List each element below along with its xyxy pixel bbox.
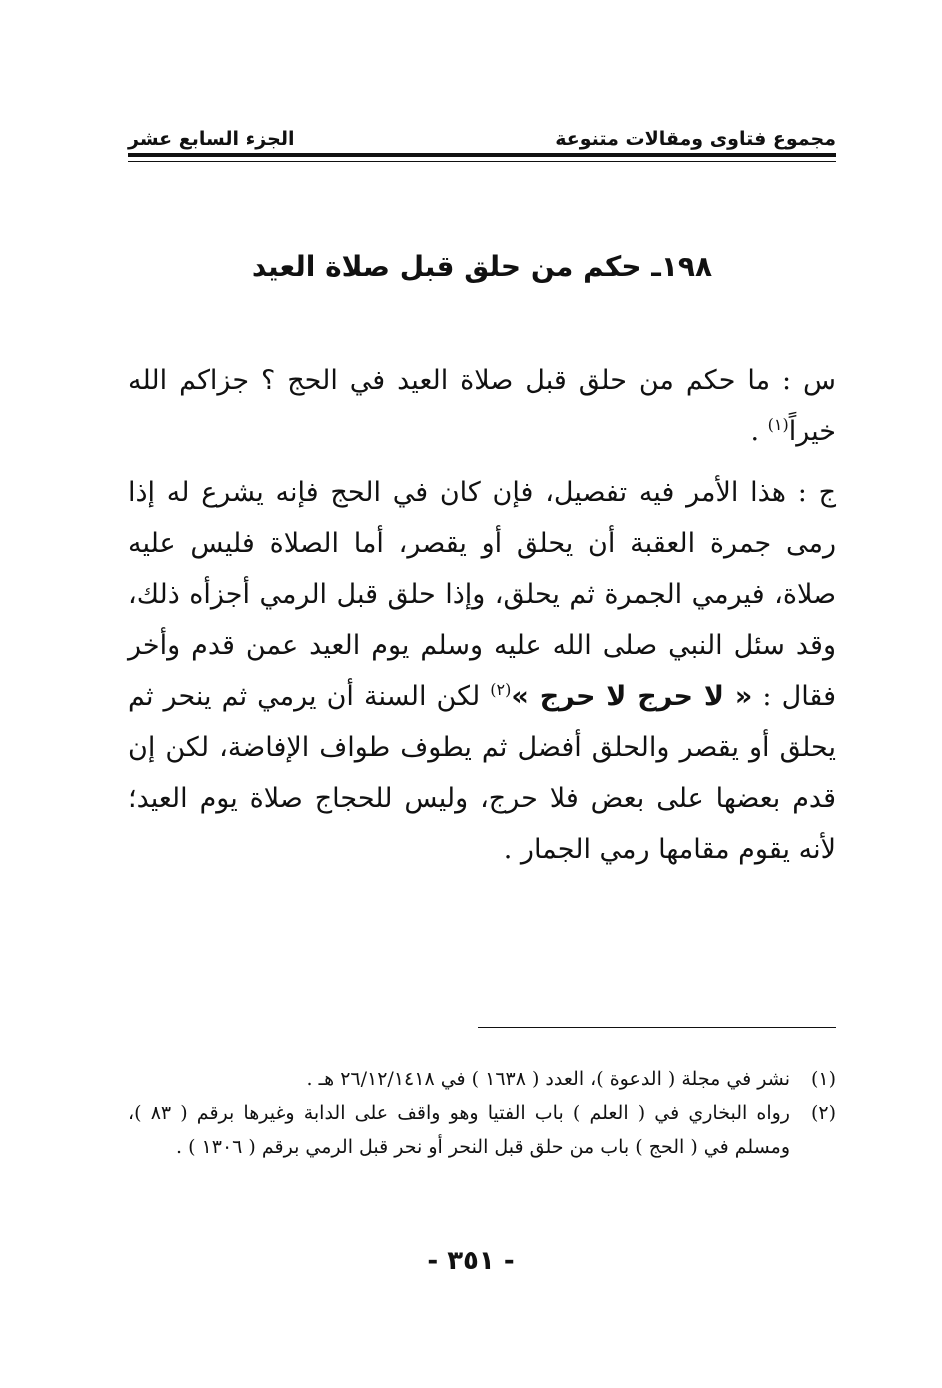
footnote-text: نشر في مجلة ( الدعوة )، العدد ( ١٦٣٨ ) في ٢٦/١٢/١٤١٨ هـ . (306, 1068, 790, 1090)
question-text: ما حكم من حلق قبل صلاة العيد في الحج ؟ جزاكم الله خيراً (128, 365, 836, 447)
body-text (128, 355, 836, 875)
footnote-ref-2: (٢) (490, 680, 512, 699)
footnote-item (128, 1062, 836, 1096)
footnote-item (128, 1096, 836, 1164)
footnote-number: (٢) (810, 1102, 836, 1124)
header-rule-thin (128, 161, 836, 162)
footnote-text: رواه البخاري في ( العلم ) باب الفتيا وهو واقف على الدابة وغيرها برقم ( ٨٣ )، ومسلم في ( الحج ) باب من حلق قبل النحر أو نحر قبل الرمي برقم ( ١٣٠٦ ) . (128, 1102, 790, 1158)
chapter-title: ١٩٨ـ حكم من حلق قبل صلاة العيد (251, 250, 713, 283)
answer-text-part2: لكن السنة أن يرمي ثم ينحر ثم يحلق أو يقصر والحلق أفضل ثم يطوف طواف الإفاضة، لكن إن قدم بعضها على بعض فلا حرج، وليس للحجاج صلاة يوم العيد؛ لأنه يقوم مقامها رمي الجمار . (128, 681, 836, 865)
running-head (128, 120, 836, 150)
question-prefix: س : (781, 365, 836, 396)
answer-text-part1: هذا الأمر فيه تفصيل، فإن كان في الحج فإنه يشرع له إذا رمى جمرة العقبة أن يحلق أو يقصر، أما الصلاة فليس عليه صلاة، فيرمي الجمرة ثم يحلق، وإذا حلق قبل الرمي أجزأه ذلك، وقد سئل النبي صلى الله عليه وسلم يوم العيد عمن قدم وأخر فقال : (128, 477, 836, 712)
footnote-ref-1: (١) (767, 415, 789, 434)
page-number: - ٣٥١ - (427, 1246, 515, 1276)
question-paragraph (128, 355, 836, 457)
hadith-quote: « لا حرج لا حرج » (511, 681, 753, 712)
footnote-separator (478, 1027, 836, 1028)
footnote-number: (١) (810, 1068, 836, 1090)
header-rule-thick (128, 153, 836, 157)
answer-paragraph (128, 467, 836, 875)
volume-label: الجزء السابع عشر (128, 128, 295, 150)
answer-prefix: ج : (797, 477, 836, 508)
question-end: . (750, 416, 760, 447)
footnotes (128, 1062, 836, 1164)
book-title: مجموع فتاوى ومقالات متنوعة (555, 128, 836, 150)
